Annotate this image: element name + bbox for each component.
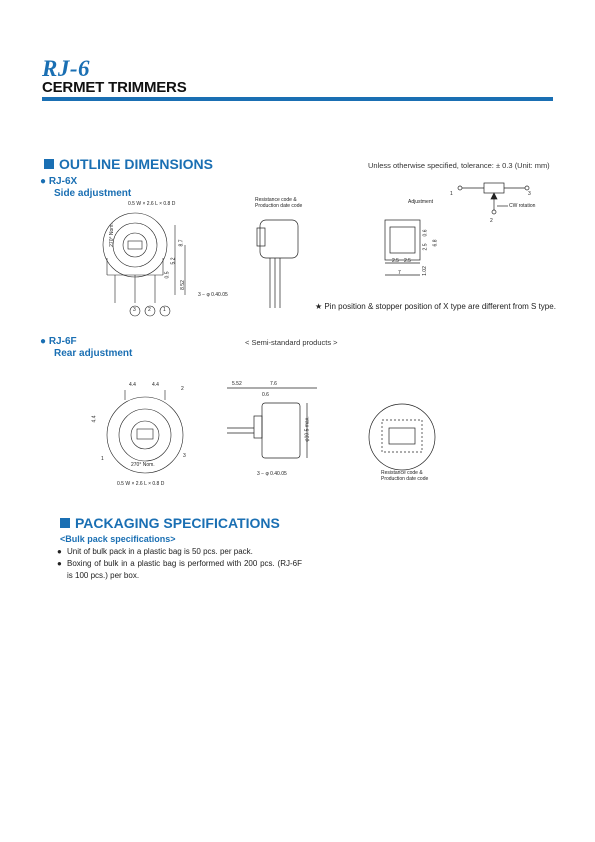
- rj6x-production-code: Production date code: [255, 203, 303, 209]
- rj6f-dim-552: 5.52: [232, 381, 242, 387]
- rj6f-rear-view: [365, 400, 445, 480]
- rj6x-dim-25a: 2.5: [422, 243, 429, 251]
- rj6f-resistance-code: Resistance code &: [381, 470, 423, 476]
- rj6f-dim-44b: 4.4: [152, 382, 159, 388]
- rj6x-dim-102: 1.02: [421, 266, 428, 276]
- rj6f-pin-2: 2: [181, 386, 184, 392]
- rj6f-dim-06: 0.6: [262, 392, 269, 398]
- rj6f-pin-dia: 3 − φ 0.40.05: [257, 471, 287, 477]
- rj6f-side-view: [222, 378, 332, 483]
- outline-section-title: OUTLINE DIMENSIONS: [44, 156, 213, 172]
- rj6x-dim-06: 0.6: [422, 229, 429, 237]
- circle-bullet-icon: ●: [57, 547, 62, 556]
- square-bullet-icon: [44, 159, 54, 169]
- rj6x-dim-7: 7: [398, 270, 401, 276]
- rj6x-desc: Side adjustment: [54, 188, 132, 199]
- tolerance-note: Unless otherwise specified, tolerance: ± 0.3 (Unit: mm): [368, 161, 550, 170]
- rj6f-dim-44a: 4.4: [129, 382, 136, 388]
- schematic-pin-2: 2: [490, 218, 493, 224]
- square-bullet-icon: [60, 518, 70, 528]
- rj6x-shaft-slot: 0.5 W × 2.6 L × 0.8 D: [128, 201, 176, 207]
- rj6x-dim-25b: 2.5: [392, 258, 399, 264]
- rj6x-pin-2: 2: [148, 307, 151, 313]
- list-item: ● Unit of bulk pack in a plastic bag is 50 pcs. per pack.: [57, 547, 253, 556]
- rj6x-schematic: [450, 178, 540, 218]
- schematic-pin-1: 1: [450, 191, 453, 197]
- semi-standard-note: < Semi-standard products >: [245, 338, 338, 347]
- rj6x-pin-3: 3: [133, 307, 136, 313]
- rj6x-side-view: [255, 200, 315, 310]
- rj6x-dim-52: 5.2: [170, 257, 177, 265]
- rj6f-dim-44c: 4.4: [91, 415, 98, 423]
- circle-bullet-icon: ●: [40, 176, 47, 187]
- rj6x-dim-68: 6.8: [432, 239, 439, 247]
- rj6x-adjustment: Adjustment: [408, 199, 434, 205]
- circle-bullet-icon: ●: [57, 559, 62, 568]
- rj6x-dim-852: 8.52: [179, 280, 186, 290]
- packaging-list: [57, 546, 302, 582]
- rj6f-pin-1: 1: [101, 456, 104, 462]
- rj6f-shaft-slot: 0.5 W × 2.6 L × 0.8 D: [117, 481, 165, 487]
- rj6f-desc: Rear adjustment: [54, 348, 133, 359]
- rj6x-label: ● RJ-6X: [40, 176, 78, 187]
- rj6x-dim-25c: 2.5: [404, 258, 411, 264]
- rj6x-dim-05: 0.5: [164, 271, 171, 279]
- packaging-subtitle: <Bulk pack specifications>: [60, 534, 176, 544]
- circle-bullet-icon: ●: [40, 336, 47, 347]
- rj6f-dim-76: 7.6: [270, 381, 277, 387]
- product-title: CERMET TRIMMERS: [42, 79, 187, 96]
- rj6x-dim-87: 8.7: [178, 239, 185, 247]
- rj6f-pin-3: 3: [183, 453, 186, 459]
- rj6x-rotation: 270° Nom.: [108, 223, 115, 247]
- list-item: ● Boxing of bulk in a plastic bag is performed with 200 pcs. (RJ-6F is 100 pcs.) per box.: [57, 559, 302, 580]
- pin-position-note: ★ Pin position & stopper position of X type are different from S type.: [315, 302, 556, 311]
- rj6x-top-view: [380, 205, 450, 295]
- rj6x-pin-dia: 3 − φ 0.40.05: [198, 292, 228, 298]
- header-rule: [42, 97, 553, 101]
- rj6f-rotation: 270° Nom.: [131, 462, 155, 468]
- rj6x-resistance-code: Resistance code &: [255, 197, 297, 203]
- rj6f-front-view: [95, 390, 205, 490]
- rj6x-pin-1: 1: [163, 307, 166, 313]
- rj6f-label: ● RJ-6F: [40, 336, 77, 347]
- schematic-cw-rotation: CW rotation: [509, 203, 536, 209]
- packaging-section-title: PACKAGING SPECIFICATIONS: [60, 515, 280, 531]
- schematic-pin-3: 3: [528, 191, 531, 197]
- series-title: RJ-6: [42, 56, 90, 81]
- rj6f-dim-105: φ10.5 max.: [304, 416, 311, 442]
- rj6x-front-view: [90, 195, 230, 325]
- rj6f-production-code: Production date code: [381, 476, 429, 482]
